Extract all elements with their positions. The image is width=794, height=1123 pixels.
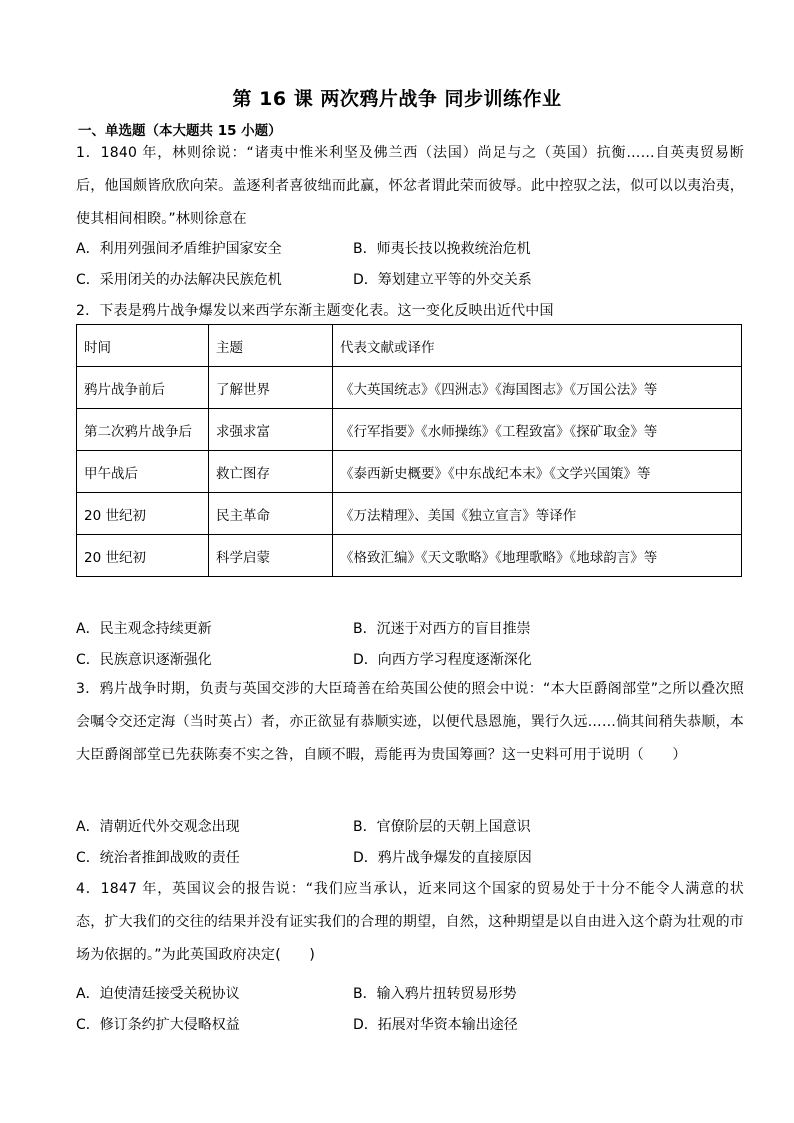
question-1-option-b[interactable]: B．师夷长技以挽救统治危机 [353, 241, 531, 257]
question-2-option-c[interactable]: C．民族意识逐渐强化 [76, 652, 212, 668]
question-2-option-a[interactable]: A．民主观念持续更新 [76, 621, 212, 637]
table-header-cell: 代表文献或译作 [333, 325, 742, 367]
question-3-options-row-1 [76, 816, 744, 846]
question-3-stem: 3．鸦片战争时期，负责与英国交涉的大臣琦善在给英国公使的照会中说：“本大臣爵阁部堂”之所以叠次照会嘱令交还定海（当时英占）者，亦正欲显有恭顺实迹，以便代恳恩施，巽行久远……倘其间稍失恭顺，本大臣爵阁部堂已先获陈奏不实之咎，自顾不暇，焉能再为贵国筹画？这一史料可用于说明（ ） [76, 681, 744, 763]
table-cell: 科学启蒙 [209, 535, 333, 577]
table-cell: 甲午战后 [77, 451, 209, 493]
table-cell: 20 世纪初 [77, 535, 209, 577]
section-heading: 一、单选题（本大题共 15 小题） [78, 123, 282, 139]
table-cell: 鸦片战争前后 [77, 367, 209, 409]
table-row [77, 535, 742, 577]
table-cell: 《大英国统志》《四洲志》《海国图志》《万国公法》等 [333, 367, 742, 409]
question-4-options-row-2 [76, 1014, 744, 1044]
question-4-option-a[interactable]: A．迫使清廷接受关税协议 [76, 986, 240, 1002]
question-4-options-row-1 [76, 983, 744, 1013]
table-cell: 《泰西新史概要》《中东战纪本末》《文学兴国策》等 [333, 451, 742, 493]
question-4-option-d[interactable]: D．拓展对华资本输出途径 [353, 1017, 518, 1033]
data-table [76, 324, 742, 577]
question-4-stem: 4．1847 年，英国议会的报告说：“我们应当承认，近来同这个国家的贸易处于十分不能令人满意的状态，扩大我们的交往的结果并没有证实我们的合理的期望，自然，这种期望是以自由进入这个蔚为壮观的市场为依据的。”为此英国政府决定( ) [76, 881, 744, 963]
table-cell: 求强求富 [209, 409, 333, 451]
table-header-cell: 主题 [209, 325, 333, 367]
table-cell: 了解世界 [209, 367, 333, 409]
question-2-stem: 2．下表是鸦片战争爆发以来西学东渐主题变化表。这一变化反映出近代中国 [76, 303, 554, 319]
question-1-option-c[interactable]: C．采用闭关的办法解决民族危机 [76, 272, 282, 288]
question-4-option-b[interactable]: B．输入鸦片扭转贸易形势 [353, 986, 517, 1002]
question-2-option-d[interactable]: D．向西方学习程度逐渐深化 [353, 652, 532, 668]
table-row [77, 409, 742, 451]
table-cell: 《格致汇编》《天文歌略》《地理歌略》《地球韵言》等 [333, 535, 742, 577]
question-3-option-d[interactable]: D．鸦片战争爆发的直接原因 [353, 850, 532, 866]
table-cell: 第二次鸦片战争后 [77, 409, 209, 451]
table-header-cell: 时间 [77, 325, 209, 367]
table-cell: 民主革命 [209, 493, 333, 535]
table-cell: 《行军指要》《水师操练》《工程致富》《探矿取金》等 [333, 409, 742, 451]
question-4-option-c[interactable]: C．修订条约扩大侵略权益 [76, 1017, 240, 1033]
table-row [77, 493, 742, 535]
question-1-options-row-1 [76, 238, 744, 268]
question-3-option-c[interactable]: C．统治者推卸战败的责任 [76, 850, 240, 866]
question-2-option-b[interactable]: B．沉迷于对西方的盲目推崇 [353, 621, 531, 637]
question-2-options-row-1 [76, 618, 744, 648]
table-cell: 20 世纪初 [77, 493, 209, 535]
table-cell: 救亡图存 [209, 451, 333, 493]
question-1-stem: 1．1840 年，林则徐说：“诸夷中惟米利坚及佛兰西（法国）尚足与之（英国）抗衡……自英夷贸易断后，他国颇皆欣欣向荣。盖逐利者喜彼绌而此赢，怀忿者谓此荣而彼辱。此中控驭之法，似可以以夷治夷，使其相间相睽。”林则徐意在 [76, 145, 744, 227]
table-cell: 《万法精理》、美国《独立宣言》等译作 [333, 493, 742, 535]
question-3-option-a[interactable]: A．清朝近代外交观念出现 [76, 819, 240, 835]
question-1-option-a[interactable]: A．利用列强间矛盾维护国家安全 [76, 241, 282, 257]
table-header-row [77, 325, 742, 367]
page-title: 第 16 课 两次鸦片战争 同步训练作业 [232, 88, 562, 110]
table-row [77, 451, 742, 493]
question-1-option-d[interactable]: D．筹划建立平等的外交关系 [353, 272, 532, 288]
table-row [77, 367, 742, 409]
question-3-option-b[interactable]: B．官僚阶层的天朝上国意识 [353, 819, 531, 835]
